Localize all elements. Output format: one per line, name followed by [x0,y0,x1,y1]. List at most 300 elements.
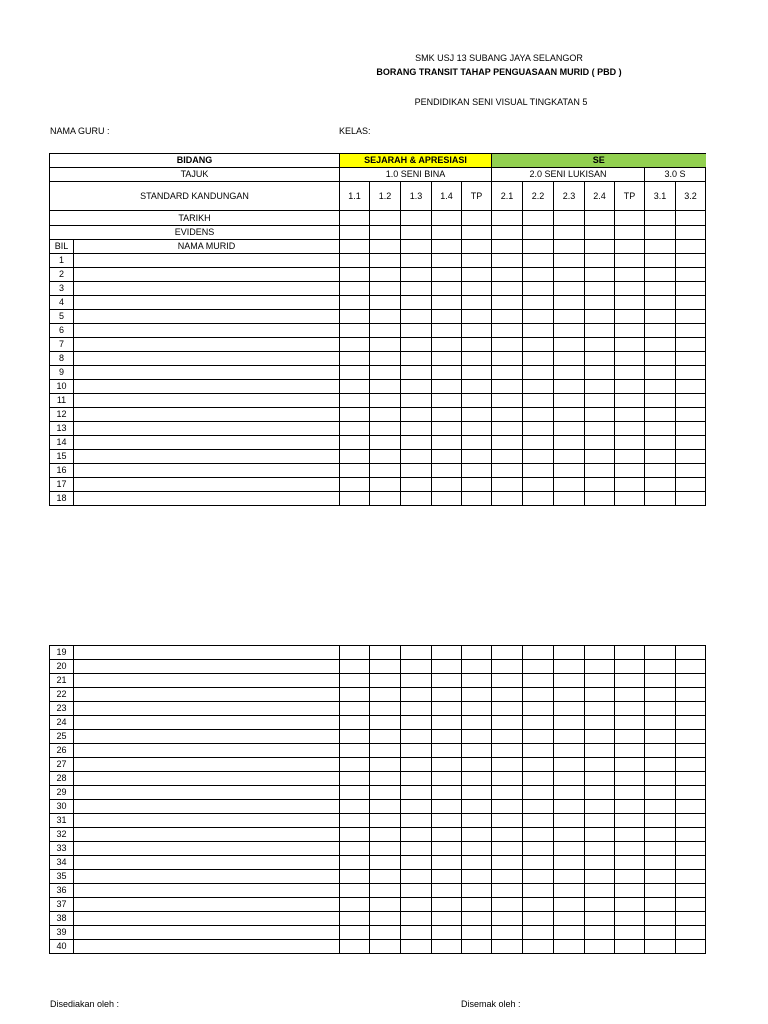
score-cell[interactable] [401,674,432,688]
score-cell[interactable] [401,282,432,296]
score-cell[interactable] [462,366,492,380]
score-cell[interactable] [645,352,676,366]
score-cell[interactable] [554,646,585,660]
student-name-cell[interactable] [74,324,340,338]
score-cell[interactable] [585,898,615,912]
score-cell[interactable] [645,450,676,464]
score-cell[interactable] [615,380,645,394]
score-cell[interactable] [462,394,492,408]
score-cell[interactable] [585,338,615,352]
score-cell[interactable] [585,842,615,856]
score-cell[interactable] [585,380,615,394]
score-cell[interactable] [492,758,523,772]
score-cell[interactable] [585,282,615,296]
score-cell[interactable] [492,422,523,436]
score-cell[interactable] [523,800,554,814]
score-cell[interactable] [340,856,370,870]
student-name-cell[interactable] [74,660,340,674]
score-cell[interactable] [554,814,585,828]
score-cell[interactable] [492,338,523,352]
score-cell[interactable] [523,324,554,338]
score-cell[interactable] [523,898,554,912]
score-cell[interactable] [401,730,432,744]
score-cell[interactable] [645,254,676,268]
score-cell[interactable] [615,856,645,870]
score-cell[interactable] [645,436,676,450]
student-name-cell[interactable] [74,310,340,324]
score-cell[interactable] [645,800,676,814]
score-cell[interactable] [370,646,401,660]
score-cell[interactable] [401,940,432,954]
score-cell[interactable] [645,772,676,786]
score-cell[interactable] [432,772,462,786]
student-name-cell[interactable] [74,492,340,506]
score-cell[interactable] [370,716,401,730]
score-cell[interactable] [554,268,585,282]
score-cell[interactable] [554,856,585,870]
score-cell[interactable] [645,898,676,912]
score-cell[interactable] [523,492,554,506]
score-cell[interactable] [554,310,585,324]
score-cell[interactable] [523,702,554,716]
score-cell[interactable] [492,870,523,884]
score-cell[interactable] [432,352,462,366]
score-cell[interactable] [401,884,432,898]
score-cell[interactable] [432,646,462,660]
score-cell[interactable] [401,492,432,506]
score-cell[interactable] [615,436,645,450]
score-cell[interactable] [585,450,615,464]
student-name-cell[interactable] [74,478,340,492]
score-cell[interactable] [432,786,462,800]
score-cell[interactable] [523,772,554,786]
score-cell[interactable] [585,758,615,772]
score-cell[interactable] [370,674,401,688]
score-cell[interactable] [340,688,370,702]
score-cell[interactable] [340,338,370,352]
score-cell[interactable] [615,716,645,730]
score-cell[interactable] [676,730,706,744]
score-cell[interactable] [432,828,462,842]
score-cell[interactable] [340,478,370,492]
score-cell[interactable] [370,744,401,758]
score-cell[interactable] [401,394,432,408]
score-cell[interactable] [340,912,370,926]
score-cell[interactable] [340,408,370,422]
score-cell[interactable] [645,282,676,296]
student-name-cell[interactable] [74,646,340,660]
score-cell[interactable] [645,828,676,842]
score-cell[interactable] [554,688,585,702]
score-cell[interactable] [676,282,706,296]
score-cell[interactable] [370,730,401,744]
score-cell[interactable] [340,422,370,436]
score-cell[interactable] [370,478,401,492]
score-cell[interactable] [554,464,585,478]
score-cell[interactable] [554,408,585,422]
student-name-cell[interactable] [74,786,340,800]
score-cell[interactable] [432,870,462,884]
score-cell[interactable] [492,884,523,898]
score-cell[interactable] [370,324,401,338]
score-cell[interactable] [401,688,432,702]
score-cell[interactable] [462,660,492,674]
score-cell[interactable] [401,912,432,926]
score-cell[interactable] [462,744,492,758]
score-cell[interactable] [676,254,706,268]
score-cell[interactable] [645,408,676,422]
score-cell[interactable] [340,730,370,744]
score-cell[interactable] [615,744,645,758]
score-cell[interactable] [645,786,676,800]
score-cell[interactable] [554,394,585,408]
score-cell[interactable] [676,394,706,408]
score-cell[interactable] [523,660,554,674]
score-cell[interactable] [585,702,615,716]
score-cell[interactable] [401,702,432,716]
score-cell[interactable] [615,394,645,408]
score-cell[interactable] [615,800,645,814]
score-cell[interactable] [370,912,401,926]
score-cell[interactable] [615,884,645,898]
score-cell[interactable] [432,492,462,506]
score-cell[interactable] [492,926,523,940]
score-cell[interactable] [645,842,676,856]
student-name-cell[interactable] [74,422,340,436]
score-cell[interactable] [554,352,585,366]
score-cell[interactable] [340,492,370,506]
student-name-cell[interactable] [74,296,340,310]
student-name-cell[interactable] [74,828,340,842]
student-name-cell[interactable] [74,702,340,716]
score-cell[interactable] [523,478,554,492]
score-cell[interactable] [492,660,523,674]
score-cell[interactable] [492,254,523,268]
score-cell[interactable] [432,758,462,772]
score-cell[interactable] [615,926,645,940]
score-cell[interactable] [585,870,615,884]
score-cell[interactable] [462,884,492,898]
score-cell[interactable] [432,366,462,380]
score-cell[interactable] [492,800,523,814]
score-cell[interactable] [645,870,676,884]
score-cell[interactable] [554,380,585,394]
score-cell[interactable] [401,380,432,394]
score-cell[interactable] [676,492,706,506]
score-cell[interactable] [492,814,523,828]
score-cell[interactable] [492,282,523,296]
score-cell[interactable] [492,842,523,856]
score-cell[interactable] [401,436,432,450]
score-cell[interactable] [340,352,370,366]
score-cell[interactable] [523,352,554,366]
score-cell[interactable] [645,758,676,772]
score-cell[interactable] [523,254,554,268]
score-cell[interactable] [585,436,615,450]
score-cell[interactable] [462,702,492,716]
score-cell[interactable] [554,884,585,898]
score-cell[interactable] [615,912,645,926]
score-cell[interactable] [492,674,523,688]
score-cell[interactable] [615,758,645,772]
score-cell[interactable] [370,926,401,940]
score-cell[interactable] [676,296,706,310]
score-cell[interactable] [340,394,370,408]
score-cell[interactable] [585,716,615,730]
score-cell[interactable] [432,730,462,744]
score-cell[interactable] [432,408,462,422]
score-cell[interactable] [676,380,706,394]
score-cell[interactable] [432,450,462,464]
score-cell[interactable] [523,744,554,758]
score-cell[interactable] [492,744,523,758]
score-cell[interactable] [523,758,554,772]
score-cell[interactable] [401,408,432,422]
score-cell[interactable] [676,870,706,884]
score-cell[interactable] [401,296,432,310]
score-cell[interactable] [615,898,645,912]
score-cell[interactable] [370,856,401,870]
score-cell[interactable] [492,366,523,380]
score-cell[interactable] [401,856,432,870]
score-cell[interactable] [340,646,370,660]
score-cell[interactable] [462,324,492,338]
score-cell[interactable] [645,324,676,338]
student-name-cell[interactable] [74,940,340,954]
score-cell[interactable] [523,310,554,324]
score-cell[interactable] [615,730,645,744]
score-cell[interactable] [523,380,554,394]
score-cell[interactable] [676,660,706,674]
student-name-cell[interactable] [74,898,340,912]
score-cell[interactable] [585,884,615,898]
score-cell[interactable] [492,730,523,744]
score-cell[interactable] [676,856,706,870]
score-cell[interactable] [462,800,492,814]
score-cell[interactable] [676,744,706,758]
score-cell[interactable] [492,688,523,702]
score-cell[interactable] [645,310,676,324]
score-cell[interactable] [340,660,370,674]
score-cell[interactable] [370,366,401,380]
score-cell[interactable] [585,940,615,954]
score-cell[interactable] [462,842,492,856]
score-cell[interactable] [462,646,492,660]
student-name-cell[interactable] [74,268,340,282]
student-name-cell[interactable] [74,352,340,366]
score-cell[interactable] [370,282,401,296]
score-cell[interactable] [645,702,676,716]
student-name-cell[interactable] [74,744,340,758]
score-cell[interactable] [340,744,370,758]
score-cell[interactable] [615,254,645,268]
score-cell[interactable] [523,296,554,310]
score-cell[interactable] [340,380,370,394]
score-cell[interactable] [432,716,462,730]
score-cell[interactable] [615,842,645,856]
score-cell[interactable] [645,856,676,870]
score-cell[interactable] [462,436,492,450]
student-name-cell[interactable] [74,926,340,940]
score-cell[interactable] [615,660,645,674]
score-cell[interactable] [462,408,492,422]
student-name-cell[interactable] [74,912,340,926]
score-cell[interactable] [340,898,370,912]
score-cell[interactable] [340,254,370,268]
score-cell[interactable] [370,268,401,282]
score-cell[interactable] [523,730,554,744]
score-cell[interactable] [676,758,706,772]
score-cell[interactable] [370,464,401,478]
score-cell[interactable] [340,366,370,380]
score-cell[interactable] [462,870,492,884]
score-cell[interactable] [645,380,676,394]
score-cell[interactable] [370,800,401,814]
score-cell[interactable] [523,814,554,828]
score-cell[interactable] [462,940,492,954]
score-cell[interactable] [462,926,492,940]
score-cell[interactable] [462,772,492,786]
score-cell[interactable] [432,422,462,436]
score-cell[interactable] [615,282,645,296]
score-cell[interactable] [554,716,585,730]
student-name-cell[interactable] [74,688,340,702]
score-cell[interactable] [615,408,645,422]
score-cell[interactable] [554,926,585,940]
score-cell[interactable] [401,338,432,352]
score-cell[interactable] [645,926,676,940]
score-cell[interactable] [462,310,492,324]
score-cell[interactable] [554,478,585,492]
score-cell[interactable] [432,254,462,268]
score-cell[interactable] [554,744,585,758]
score-cell[interactable] [676,436,706,450]
score-cell[interactable] [585,366,615,380]
score-cell[interactable] [462,688,492,702]
score-cell[interactable] [523,394,554,408]
score-cell[interactable] [645,422,676,436]
score-cell[interactable] [401,716,432,730]
score-cell[interactable] [645,940,676,954]
score-cell[interactable] [585,296,615,310]
score-cell[interactable] [676,310,706,324]
score-cell[interactable] [585,464,615,478]
score-cell[interactable] [615,814,645,828]
score-cell[interactable] [585,422,615,436]
score-cell[interactable] [645,338,676,352]
score-cell[interactable] [492,940,523,954]
score-cell[interactable] [523,464,554,478]
score-cell[interactable] [401,800,432,814]
score-cell[interactable] [401,828,432,842]
score-cell[interactable] [492,856,523,870]
score-cell[interactable] [554,772,585,786]
score-cell[interactable] [432,674,462,688]
score-cell[interactable] [401,926,432,940]
student-name-cell[interactable] [74,716,340,730]
score-cell[interactable] [340,310,370,324]
score-cell[interactable] [462,464,492,478]
score-cell[interactable] [432,310,462,324]
score-cell[interactable] [370,492,401,506]
student-name-cell[interactable] [74,800,340,814]
score-cell[interactable] [585,744,615,758]
score-cell[interactable] [585,310,615,324]
student-name-cell[interactable] [74,450,340,464]
score-cell[interactable] [432,324,462,338]
score-cell[interactable] [554,282,585,296]
score-cell[interactable] [401,366,432,380]
score-cell[interactable] [615,688,645,702]
score-cell[interactable] [401,310,432,324]
score-cell[interactable] [462,758,492,772]
score-cell[interactable] [370,702,401,716]
score-cell[interactable] [340,464,370,478]
score-cell[interactable] [492,394,523,408]
score-cell[interactable] [615,422,645,436]
score-cell[interactable] [554,828,585,842]
score-cell[interactable] [370,786,401,800]
score-cell[interactable] [370,772,401,786]
score-cell[interactable] [645,912,676,926]
score-cell[interactable] [370,422,401,436]
score-cell[interactable] [370,310,401,324]
score-cell[interactable] [676,716,706,730]
score-cell[interactable] [492,310,523,324]
score-cell[interactable] [645,660,676,674]
score-cell[interactable] [340,884,370,898]
score-cell[interactable] [554,912,585,926]
score-cell[interactable] [615,310,645,324]
score-cell[interactable] [340,926,370,940]
score-cell[interactable] [676,422,706,436]
score-cell[interactable] [340,702,370,716]
score-cell[interactable] [340,786,370,800]
score-cell[interactable] [432,380,462,394]
score-cell[interactable] [554,436,585,450]
score-cell[interactable] [462,898,492,912]
score-cell[interactable] [370,408,401,422]
score-cell[interactable] [554,898,585,912]
score-cell[interactable] [585,324,615,338]
score-cell[interactable] [340,842,370,856]
student-name-cell[interactable] [74,408,340,422]
score-cell[interactable] [401,422,432,436]
score-cell[interactable] [432,660,462,674]
score-cell[interactable] [523,926,554,940]
score-cell[interactable] [676,352,706,366]
score-cell[interactable] [585,478,615,492]
score-cell[interactable] [340,758,370,772]
score-cell[interactable] [370,436,401,450]
score-cell[interactable] [554,800,585,814]
score-cell[interactable] [432,478,462,492]
score-cell[interactable] [615,828,645,842]
score-cell[interactable] [401,870,432,884]
score-cell[interactable] [523,716,554,730]
score-cell[interactable] [585,674,615,688]
score-cell[interactable] [676,268,706,282]
score-cell[interactable] [340,800,370,814]
score-cell[interactable] [340,296,370,310]
score-cell[interactable] [370,842,401,856]
score-cell[interactable] [645,884,676,898]
score-cell[interactable] [492,716,523,730]
score-cell[interactable] [432,814,462,828]
score-cell[interactable] [462,352,492,366]
score-cell[interactable] [585,912,615,926]
score-cell[interactable] [462,786,492,800]
